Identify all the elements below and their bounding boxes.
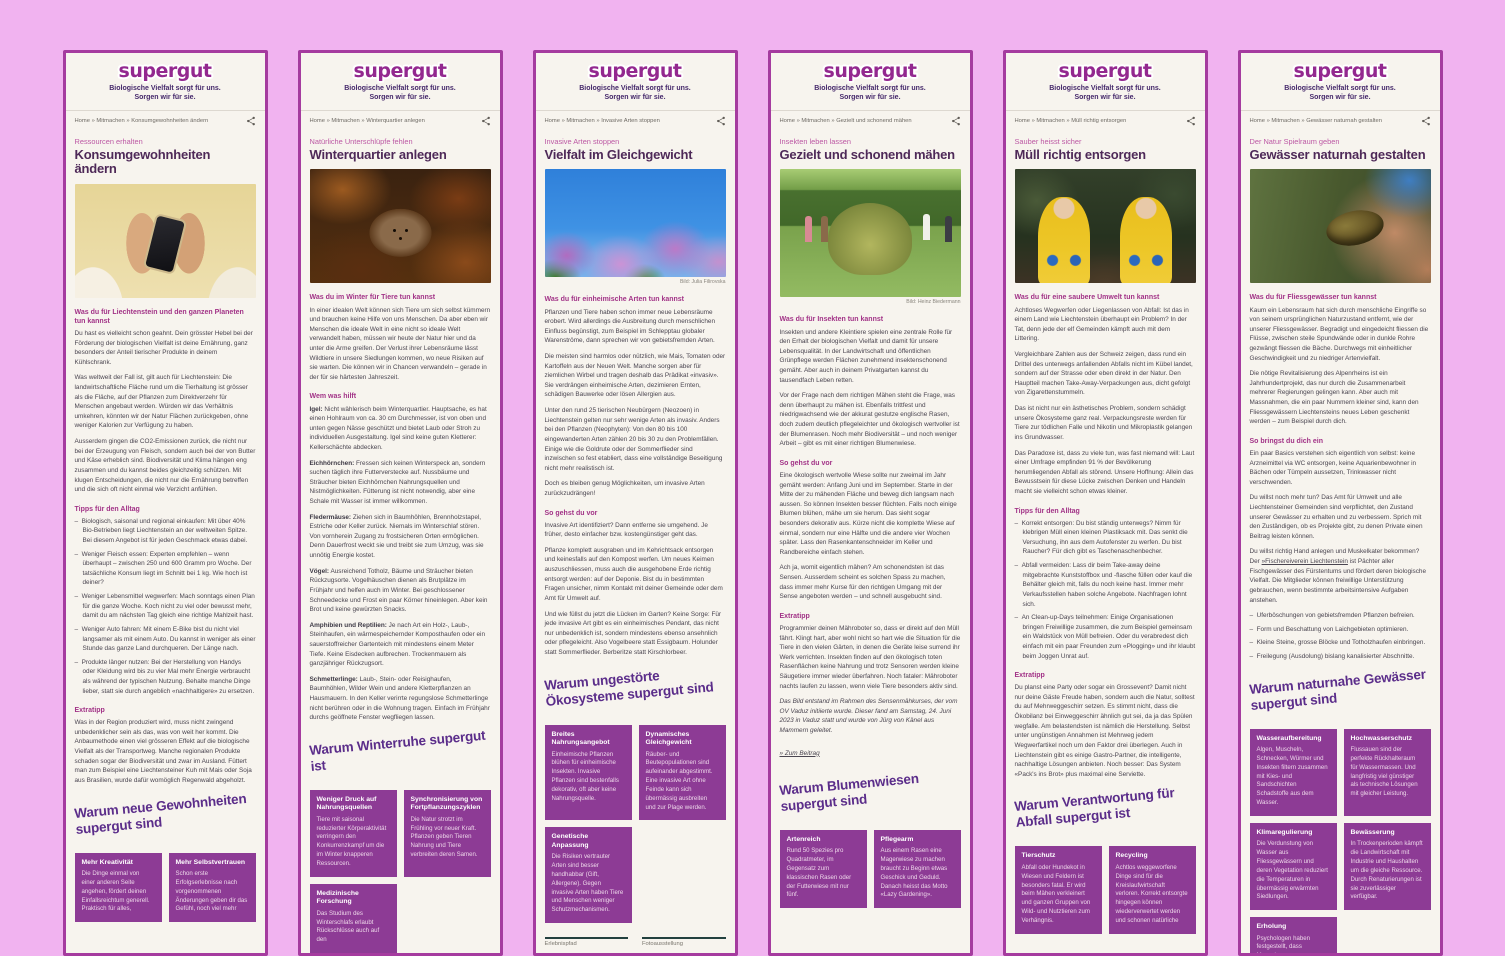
breadcrumb[interactable]: Home » Mitmachen » Invasive Arten stoppen xyxy=(544,118,660,125)
section-heading: Was du für Fliessgewässer tun kannst xyxy=(1249,294,1377,302)
benefit-box-title: Weniger Druck auf Nahrungsquellen xyxy=(316,795,377,812)
paragraph: Unter den rund 25 tierischen Neubürgern (Neozoen) in Liechtenstein gelten nur sehr wenige Arten als invasiv. Anders bei den Pflanzen (Neophyten): Von den 80 bis 100 eingewanderten Arten zählen 20 bis 30 zu den Problemfällen. Einige wie die Goldrute oder der Sommerflieder sind inzwischen so fest etabliert, dass eine vollständige Beseitigung nicht mehr realistisch ist. xyxy=(544,407,723,472)
benefit-box xyxy=(1250,729,1337,816)
inline-link[interactable]: »Fischereiverein Liechtenstein xyxy=(1261,558,1348,566)
benefit-box-text: Einheimische Pflanzen blühen für einheimische Insekten. Invasive Pflanzen sind bestenfalls dekorativ, oft aber keine Nahrungsquelle. xyxy=(551,750,619,802)
paragraph: Die nötige Revitalisierung des Alpenrheins ist ein Jahrhundertprojekt, das nur durch die Zusammenarbeit mehrerer Regierungen gelingen kann. Aber auch mit Massnahmen, die ein paar Nummern kleiner sind, kann den Fliessgewässern Liechtensteins neues Leben geschenkt werden – zum Beispiel durch dich. xyxy=(1249,370,1419,426)
paragraph-text: Ziehen sich in Baumhöhlen, Brennholzstapel, Estriche oder Keller zurück. Niemals im Winterschlaf stören. Von vornherein Zugang zu frostsicheren Orten ermöglichen. Denn Dauerfrost weckt sie und treibt sie zum Umzug, was sie unnötig Energie kostet. xyxy=(309,513,484,560)
paragraph: Was in der Region produziert wird, muss nicht zwingend unbedenklicher sein als das, was von weit her kommt. Die Anbaumethode einen viel grösseren Effekt auf die biologische Vielfalt als der Transportweg. Manche regionalen Produkte schaden sogar der Biodiversität und zwar im Ausland. Füttert man zum Beispiel eine Liechtensteiner Kuh mit Mais oder Soja aus Brasilien, wurde dafür womöglich Regenwald abgeholzt. xyxy=(74,719,252,784)
hero-image-scything-group-haystack xyxy=(780,169,961,297)
benefit-box-grid xyxy=(1015,846,1196,933)
benefit-box xyxy=(310,884,397,953)
paragraph: Und wie füllst du jetzt die Lücken im Garten? Keine Sorge: Für jede invasive Art gibt es ein einheimisches Pendant, das nicht nur unbedenklich ist, sondern mindestens ebenso ansehnlich oder pflegeleicht. Also Vogelbeere statt Essigbaum. Holunder statt Sommerflieder. Berberitze statt Kirschlorbeer. xyxy=(544,610,722,656)
category-label: Natürliche Unterschlüpfe fehlen xyxy=(309,137,413,147)
tip-list-item: – Weniger Lebensmittel wegwerfen: Mach sonntags einen Plan für die ganze Woche. Koch nicht zu viel oder bewusst mehr, damit du am nächsten Tag gleich eine richtige Mahlzeit hast. xyxy=(75,592,256,621)
paragraph: Ein paar Basics verstehen sich eigentlich von selbst: keine Arzneimittel via WC entsorgen, keine Aquarienbewohner in Bächen oder Tümpeln aussetzen, Trinkwasser nicht verschwenden. xyxy=(1249,449,1417,486)
benefit-box xyxy=(1250,823,1337,910)
section-heading: Was du für eine saubere Umwelt tun kannst xyxy=(1014,294,1160,302)
image-caption: Bild: Heinz Biedermann xyxy=(906,299,961,306)
section-heading: Was du für Liechtenstein und den ganzen Planeten tun kannst xyxy=(74,308,244,325)
hero-image-hedgehog-in-leaves xyxy=(310,169,491,283)
breadcrumb[interactable]: Home » Mitmachen » Winterquartier anlegen xyxy=(309,118,425,125)
site-tagline-line1: Biologische Vielfalt sorgt für uns. xyxy=(1284,85,1396,92)
tip-list-item: – Biologisch, saisonal und regional einkaufen: Mit über 40% Bio-Betrieben liegt Liechtenstein an der weltweiten Spitze. Bei diesem Angebot ist für jeden Geschmack etwas dabei. xyxy=(75,517,256,546)
paragraph-lead: Amphibien und Reptilien: xyxy=(309,621,387,629)
benefit-box xyxy=(545,725,632,821)
benefit-box-text: In Trockenperioden kämpft die Landwirtschaft mit Industrie und Haushalten um die gleiche Ressource. Durch Renaturierungen ist sie zuverlässiger verfügbar. xyxy=(1350,840,1423,901)
section-heading: Tipps für den Alltag xyxy=(1014,507,1080,515)
paragraph: Doch es bleiben genug Möglichkeiten, um invasive Arten zurückzudrängen! xyxy=(544,480,705,497)
benefit-box-title: Wasseraufbereitung xyxy=(1256,734,1322,742)
paragraph-text: Laub-, Stein- oder Reisighaufen, Baumhöhlen, Wilder Wein und andere Kletterpflanzen an Hausmauern. In den Keller verirrte regungslose Schmetterlinge nicht berühren oder in die Wohnung tragen. Einfach im Frühjahr durchs geöffnete Fenster wegfliegen lassen. xyxy=(309,675,490,722)
paragraph xyxy=(310,513,491,561)
related-link[interactable]: Erlebnispfad xyxy=(545,937,629,947)
site-logo[interactable]: supergut xyxy=(823,60,917,82)
paragraph: Vergleichbare Zahlen aus der Schweiz zeigen, dass rund ein Drittel des unterwegs anfallenden Abfalls nicht im Kübel landet, sondern auf der Strasse oder eben direkt in der Natur. Den Hauptteil machen Take-Away-Verpackungen aus, dicht gefolgt von Zigarettenstummeln. xyxy=(1014,351,1193,397)
benefit-box-text: Psychologen haben festgestellt, dass Menschen xyxy=(1256,934,1311,956)
benefit-box-text: Rund 50 Spezies pro Quadratmeter, im Gegensatz zum klassischen Rasen oder der Futterwiese mit nur fünf. xyxy=(786,847,852,899)
paragraph xyxy=(310,459,491,507)
paragraph xyxy=(1250,547,1431,605)
tip-list xyxy=(1250,611,1431,661)
why-supergut-heading: Warum Verantwortung für Abfall supergut ist xyxy=(1013,785,1175,830)
benefit-box-title: Pflegearm xyxy=(880,835,914,843)
breadcrumb-row xyxy=(536,111,735,130)
share-icon[interactable] xyxy=(716,116,726,126)
benefit-box xyxy=(1344,823,1431,910)
paragraph xyxy=(310,567,491,615)
site-tagline-line2: Sorgen wir für sie. xyxy=(1074,94,1136,102)
paragraph xyxy=(310,675,491,723)
section-heading: Was du für Insekten tun kannst xyxy=(779,316,884,324)
site-logo[interactable]: supergut xyxy=(588,60,682,82)
related-link[interactable]: Fotoausstellung xyxy=(642,937,726,947)
benefit-box-title: Recycling xyxy=(1115,852,1148,860)
paragraph-text: Ausreichend Totholz, Bäume und Sträucher bieten Rückzugsorte. Vogelhäuschen dienen als Brutplätze im Frühjahr und helfen auch im Winter. Bei geschlossener Schneedecke und Frost ein paar Körner hineinlegen. Aber kein Brot und keine gewürzten Snacks. xyxy=(309,567,488,614)
why-supergut-heading: Warum naturnahe Gewässer supergut sind xyxy=(1248,666,1426,713)
section-heading: So bringst du dich ein xyxy=(1249,437,1323,445)
site-tagline-line1: Biologische Vielfalt sorgt für uns. xyxy=(1049,85,1161,92)
hero-image-children-collecting-litter xyxy=(1015,169,1196,283)
benefit-box-title: Medizinische Forschung xyxy=(316,889,359,906)
section-heading: Extratipp xyxy=(1014,672,1045,680)
tip-list-item: – Weniger Fleisch essen: Experten empfehlen – wenn überhaupt – zwischen 250 und 600 Gramm pro Woche. Der tatsächliche Konsum liegt im Schnitt bei 1 kg. Wie hoch ist deiner? xyxy=(75,550,256,588)
section-heading: Tipps für den Alltag xyxy=(74,505,140,513)
share-icon[interactable] xyxy=(1421,116,1431,126)
page-title: Konsumgewohnheiten ändern xyxy=(74,147,211,177)
paragraph-text: Du willst richtig Hand anlegen und Muskelkater bekommen? Der xyxy=(1249,548,1420,566)
article-card xyxy=(63,50,268,956)
site-header xyxy=(66,62,265,102)
benefit-box-grid xyxy=(1250,729,1431,956)
benefit-box xyxy=(1344,729,1431,816)
benefit-box-grid xyxy=(780,830,961,908)
paragraph-lead: Schmetterlinge: xyxy=(309,675,358,683)
breadcrumb-row xyxy=(301,111,500,130)
paragraph: Das Paradoxe ist, dass zu viele tun, was fast niemand will: Laut einer Umfrage empfinden 91 % der Bevölkerung herumliegenden Abfall als störend. Unsere Hoffnung: Allein das Bewusstsein für diese Lücke zwischen Denken und Handeln macht sie vielleicht schon etwas kleiner. xyxy=(1014,449,1195,495)
benefit-box-title: Erholung xyxy=(1256,923,1287,931)
read-more-link[interactable]: » Zum Beitrag xyxy=(779,749,820,757)
why-supergut-heading: Warum ungestörte Ökosysteme supergut sind xyxy=(543,667,714,709)
paragraph: Du planst eine Party oder sogar ein Grossevent? Damit nicht nur deine Gäste Freude haben, sondern auch die Natur, solltest du auf Mehrweggeschirr setzen. Es stimmt nicht, dass die Ökobilanz bei Einweggeschirr ähnlich gut sei, da ja das Spülen wegfalle. Am belastendsten ist nämlich die Herstellung. Selbst unter ungünstigen Annahmen ist Mehrweg jedem Wegwerfartikel noch um den Faktor drei überlegen. Auch in Liechtenstein gibt es einige Gastro-Partner, die intelligente, nachhaltige Lösungen anbieten. Noch besser: Das System «Pack's ins Brot» plus maximal eine Serviette. xyxy=(1014,684,1195,778)
benefit-box-title: Dynamisches Gleichgewicht xyxy=(645,730,692,747)
section-heading: Wem was hilft xyxy=(309,393,357,401)
paragraph-text: ist Pächter aller Fischgewässer des Fürstentums und fördert deren biologische Vielfalt. Die Mitglieder können freiwillige Unterstützung gebrauchen, wenn bestimmte arbeitsintensive Aufgaben anstehen. xyxy=(1249,558,1427,604)
benefit-box-title: Mehr Kreativität xyxy=(81,858,133,866)
category-label: Der Natur Spielraum geben xyxy=(1249,137,1340,147)
site-logo[interactable]: supergut xyxy=(353,60,447,82)
paragraph xyxy=(310,621,491,669)
page-title: Gewässer naturnah gestalten xyxy=(1249,147,1426,163)
paragraph: Invasive Art identifiziert? Dann entferne sie umgehend. Je früher, desto einfacher bzw. kostengünstiger geht das. xyxy=(544,521,708,539)
breadcrumb[interactable]: Home » Mitmachen » Konsumgewohnheiten ändern xyxy=(74,118,209,125)
breadcrumb-row xyxy=(1241,111,1440,130)
site-tagline-line2: Sorgen wir für sie. xyxy=(369,94,431,102)
benefit-box-title: Genetische Anpassung xyxy=(551,833,589,849)
section-heading: Extratipp xyxy=(779,612,810,620)
breadcrumb[interactable]: Home » Mitmachen » Gezielt und schonend mähen xyxy=(779,118,912,125)
benefit-box-text: Die Risiken vertrauter Arten sind besser handhabbar (Gift, Allergene). Gegen invasive Arten haben Tiere und Menschen weniger Schutzmechanismen. xyxy=(551,853,624,914)
benefit-box-text: Die Verdunstung von Wasser aus Fliessgewässern und deren Vegetation reduziert die Temperaturen in übermässig erwärmten Siedlungen. xyxy=(1256,840,1328,901)
site-tagline-line1: Biologische Vielfalt sorgt für uns. xyxy=(814,85,926,92)
paragraph: Vor der Frage nach dem richtigen Mähen steht die Frage, was denn überhaupt zu mähen ist. Ebenfalls trittfest und niedrigwachsend wie der akkurat gestutze englische Rasen, doch zudem deutlich pflegeleichter und ökologisch wertvoller ist der Blumenrasen. Noch mehr Biodiversität – und noch weniger Arbeit – gibt es mit einer richtigen Blumenwiese. xyxy=(779,392,960,448)
page-title: Vielfalt im Gleichgewicht xyxy=(544,147,693,163)
article-card xyxy=(533,50,738,956)
article-card xyxy=(768,50,973,956)
paragraph-lead: Fledermäuse: xyxy=(309,513,352,521)
benefit-box xyxy=(780,830,867,908)
benefit-box xyxy=(75,853,162,923)
site-header xyxy=(1006,62,1205,102)
benefit-box-title: Breites Nahrungsangebot xyxy=(551,730,610,747)
benefit-box-grid xyxy=(75,853,256,923)
why-supergut-heading: Warum neue Gewohnheiten supergut sind xyxy=(73,790,247,836)
paragraph: Eine ökologisch wertvolle Wiese sollte nur zweimal im Jahr gemäht werden: Anfang Juni und im September. Starte in der Mitte der zu mähenden Fläche und beweg dich langsam nach aussen. So können Insekten besser flüchten. Falls noch einige Blumen blühen, mähe um sie herum. Das sieht sogar besonders dekorativ aus. Kürze nicht die komplette Wiese auf einmal, sondern nur eine Hälfte und die andere vier Wochen später. Lass den Rasenkantenschneider im Keller und Randbereiche einfach stehen. xyxy=(779,471,957,556)
section-heading: So gehst du vor xyxy=(779,459,833,467)
section-heading: Extratipp xyxy=(74,707,105,715)
tip-list-item: – Weniger Auto fahren: Mit einem E-Bike bist du nicht viel langsamer als mit einem Auto. Du kannst in weniger als einer Stunde das ganze Land durchqueren. Der Länge nach. xyxy=(75,625,256,654)
paragraph-text: Nicht wählerisch beim Winterquartier. Hauptsache, es hat einen Hohlraum von ca. 30 cm Durchmesser, ist von oben und unten gegen Nässe geschützt und bietet Laub oder Stroh zu individuellen Ausgestaltung. Igel sind keine guten Kletterer: Kellerschächte abdecken. xyxy=(309,405,487,451)
benefit-box-grid xyxy=(310,790,491,953)
article-card xyxy=(1238,50,1443,956)
image-caption: Bild: Julia Filirovska xyxy=(679,279,726,286)
share-icon[interactable] xyxy=(246,116,256,126)
article-card xyxy=(1003,50,1208,956)
site-tagline-line1: Biologische Vielfalt sorgt für uns. xyxy=(109,85,221,92)
tip-list-item: – Produkte länger nutzen: Bei der Herstellung von Handys oder Kleidung wird bis zu vier Mal mehr Energie verbraucht als während der typischen Nutzung. Behalte manche Dinge lieber, statt sie durch angeblich «nachhaltigere» zu ersetzen. xyxy=(75,658,256,696)
benefit-box-text: Die Natur strotzt im Frühling vor neuer Kraft. Pflanzen geben Tieren Nahrung und Tiere verbreiten deren Samen. xyxy=(410,815,478,859)
benefit-box-grid xyxy=(545,725,726,924)
paragraph: Pflanze komplett ausgraben und im Kehrichtsack entsorgen und keinesfalls auf den Kompost werfen. Um neues Keimen auszuschliessen, muss auch die ausgehobene Erde richtig entsorgt werden: auf der Deponie. Bist du in bestimmten Fragen unsicher, nimm Kontakt mit deiner Gemeinde oder dem Amt für Umwelt auf. xyxy=(544,546,723,602)
benefit-box xyxy=(404,790,491,877)
paragraph-text: Je nach Art ein Holz-, Laub-, Steinhaufen, ein wärmespeichernder Komposthaufen oder ein sauerstoffreicher Gartenteich mit mindestens einem Meter Tiefe. Keine Eisdecken aufbrechen. Trockenmauern als ganzjähriger Rückzugsort. xyxy=(309,621,485,668)
page-title: Müll richtig entsorgen xyxy=(1014,147,1146,163)
tip-list-item: – Korrekt entsorgen: Du bist ständig unterwegs? Nimm für klebrigen Müll einen kleinen Plastiksack mit. Das senkt die Versuchung, ihn aus dem Autofenster zu werfen. Du bist Raucher? Für dich gibt es Taschenaschenbecher. xyxy=(1015,519,1196,557)
benefit-box-text: Schon erste Erfolgserlebnisse nach vorgenommenen Änderungen geben dir das Gefühl, noch viel mehr xyxy=(175,870,248,913)
category-label: Insekten leben lassen xyxy=(779,137,851,147)
related-links-row xyxy=(545,937,726,947)
benefit-box xyxy=(639,725,726,821)
benefit-box-title: Tierschutz xyxy=(1021,852,1056,860)
benefit-box-title: Mehr Selbstvertrauen xyxy=(175,858,246,866)
paragraph-lead: Vögel: xyxy=(309,567,330,575)
hero-image-hand-holding-mussel xyxy=(1250,169,1431,283)
why-supergut-heading: Warum Blumenwiesen supergut sind xyxy=(778,770,919,814)
benefit-box-title: Synchronisierung von Fortpflanzungszyklen xyxy=(410,795,483,812)
benefit-box xyxy=(1015,846,1102,933)
paragraph: Du hast es vielleicht schon geahnt. Dein grösster Hebel bei der Förderung der biologischen Vielfalt ist deine Ernährung, ganz besonders der Anteil tierischer Produkte in deinem Kühlschrank. xyxy=(74,329,253,366)
paragraph: In einer idealen Welt können sich Tiere um sich selbst kümmern und brauchen keine Hilfe von uns Menschen. Da aber eben wir Menschen die ideale Welt in eine nicht so ideale Welt verwandelt haben, müssen wir heute der Natur hier und da unter die Arme greifen. Der Verlust ihrer Lebensräume lässt Wildtiere in unsere Siedlungen kommen, wo neue Risiken auf sie warten. Die können wir in Chancen verwandeln – gerade in der für sie härtesten Jahreszeit. xyxy=(309,306,491,381)
hero-image-hands-smartphone xyxy=(75,184,256,298)
tip-list-item: – Uferböschungen von gebietsfremden Pflanzen befreien. xyxy=(1250,611,1431,621)
tip-list xyxy=(75,517,256,696)
paragraph: Pflanzen und Tiere haben schon immer neue Lebensräume erobert. Wird allerdings die Ausbreitung durch menschlichen Einfluss begünstigt, zum Beispiel im Schlepptau globaler Warenströme, dann sprechen wir von gebietsfremden Arten. xyxy=(544,308,716,345)
paragraph xyxy=(310,405,491,453)
breadcrumb[interactable]: Home » Mitmachen » Gewässer naturnah gestalten xyxy=(1249,118,1382,125)
benefit-box-title: Hochwasserschutz xyxy=(1350,734,1413,742)
benefit-box-title: Bewässerung xyxy=(1350,828,1395,836)
paragraph: Die meisten sind harmlos oder nützlich, wie Mais, Tomaten oder Kartoffeln aus der Neuen Welt. Manche sorgen aber für ziemlichen Wirbel und tragen deshalb das Prädikat «invasiv». Sie verdrängen einheimische Arten, dezimieren Ernten, schädigen Bauwerke oder lösen Allergien aus. xyxy=(544,353,726,399)
tip-list xyxy=(1015,519,1196,662)
paragraph: Ausserdem gingen die CO2-Emissionen zurück, die nicht nur bei der Erzeugung von Fleisch, sondern auch bei der von Butter und Käse erheblich sind. Biodiversität und Klima hängen eng zusammen und du kannst beides gleichzeitig schützen. Mit klugen Entscheidungen, die nicht nur die Ernährung betreffen und die sich oft nicht einmal wie Verzicht anfühlen. xyxy=(74,438,256,494)
site-tagline-line2: Sorgen wir für sie. xyxy=(839,94,901,102)
benefit-box-text: Flussauen sind der perfekte Rückhalteraum für Wassermassen. Und langfristig viel günstiger als technische Lösungen mit gleicher Leistung. xyxy=(1350,746,1418,798)
page-title: Winterquartier anlegen xyxy=(309,147,447,163)
site-header xyxy=(1241,62,1440,102)
benefit-box-text: Abfall oder Hundekot in Wiesen und Feldern ist besonders fatal. Er wird beim Mähen verkleinert und ganzen Gruppen von Wild- und Nutztieren zum Verhängnis. xyxy=(1021,863,1091,924)
paragraph: Das ist nicht nur ein ästhetisches Problem, sondern schädigt unsere Ökosysteme ganz real. Verpackungsreste werden für Tiere zur tödlichen Falle und Nikotin und Mikroplastik gelangen ins Grundwasser. xyxy=(1014,405,1193,441)
section-heading: Was du im Winter für Tiere tun kannst xyxy=(309,294,436,302)
site-tagline-line1: Biologische Vielfalt sorgt für uns. xyxy=(579,85,691,92)
paragraph-text: Fressen sich keinen Winterspeck an, sondern suchen täglich ihre Futterverstecke auf. Nussbäume und Sträucher bieten Eichhörnchen Nahrungsquellen und Nistmöglichkeiten. Fütterung ist nicht notwendig, aber eine Schale mit Wasser ist immer willkommen. xyxy=(309,459,486,506)
benefit-box-text: Die Dinge einmal von einer anderen Seite angehen, fördert deinen Einfallsreichtum generell. Praktisch für alles, xyxy=(81,870,150,913)
site-header xyxy=(301,62,500,102)
site-header xyxy=(771,62,970,102)
benefit-box-text: Achtlos weggeworfene Dinge sind für die Kreislaufwirtschaft verloren. Korrekt entsorgte hingegen können wiederverwertet werden und schonen natürliche xyxy=(1115,863,1188,924)
breadcrumb-row xyxy=(66,111,265,130)
benefit-box xyxy=(310,790,397,877)
breadcrumb[interactable]: Home » Mitmachen » Müll richtig entsorgen xyxy=(1014,118,1127,125)
benefit-box xyxy=(1250,917,1337,956)
site-logo[interactable]: supergut xyxy=(1293,60,1387,82)
benefit-box-title: Klimaregulierung xyxy=(1256,828,1313,836)
site-logo[interactable]: supergut xyxy=(1058,60,1152,82)
photo-note-paragraph: Das Bild entstand im Rahmen des Sensenmähkurses, der vom OV Vaduz initiierte wurde. Dieser fand am Samstag, 24. Juni 2023 in Vaduz statt und wurde von Jürg von Känel aus Mammern geleitet. xyxy=(779,698,958,735)
tip-list-item: – Form und Beschattung von Laichgebieten optimieren. xyxy=(1250,625,1431,635)
benefit-box xyxy=(1109,846,1196,933)
category-label: Sauber heisst sicher xyxy=(1014,137,1082,147)
share-icon[interactable] xyxy=(951,116,961,126)
paragraph: Programmier deinen Mähroboter so, dass er direkt auf den Müll fährt. Klingt hart, aber wohl nicht so hart wie die Situation für die Tiere in den vielen Gärten, in denen die Geräte leise surrend ihr Werk verrichten. Insekten finden auf den ökologisch toten Rasenflächen keine Nahrung und trotz Sensoren werden kleine Säugetiere immer wieder überfahren. Noch fataler: Mähroboter nachts laufen zu lassen, wenn viele Tiere besonders aktiv sind. xyxy=(779,625,961,690)
paragraph: Ach ja, womit eigentlich mähen? Am schonendsten ist das Sensen. Ausserdem scheint es solchen Spass zu machen, dass immer mehr Kurse für den richtigen Umgang mit der Sense angeboten werden – und schnell ausgebucht sind. xyxy=(779,564,946,601)
paragraph-lead: Igel: xyxy=(309,405,323,413)
why-supergut-heading: Warum Winterruhe supergut ist xyxy=(308,727,486,774)
tip-list-item: – Kleine Steine, grosse Blöcke und Totholzhaufen einbringen. xyxy=(1250,638,1431,648)
hero-image-lilac-blossoms xyxy=(545,169,726,277)
benefit-box-title: Artenreich xyxy=(786,835,821,843)
site-logo[interactable]: supergut xyxy=(118,60,212,82)
section-heading: Was du für einheimische Arten tun kannst xyxy=(544,296,685,304)
benefit-box xyxy=(169,853,256,923)
breadcrumb-row xyxy=(1006,111,1205,130)
share-icon[interactable] xyxy=(1186,116,1196,126)
breadcrumb-row xyxy=(771,111,970,130)
paragraph: Insekten und andere Kleintiere spielen eine zentrale Rolle für den Erhalt der biologischen Vielfalt und damit für unsere Lebensqualität. In der Landwirtschaft und öffentlichen Grünpflege werden Flächen zunehmend insektenschonend gemäht. Aber auch in deinem Privatgarten kannst du tausendfach Leben retten. xyxy=(779,328,953,384)
site-tagline-line2: Sorgen wir für sie. xyxy=(1309,94,1371,102)
benefit-box xyxy=(545,827,632,923)
benefit-box-text: Tiere mit saisonal reduzierter Körperaktivität verringern den Konkurrenzkampf um die im Winter knapperen Ressourcen. xyxy=(316,815,387,867)
site-tagline-line2: Sorgen wir für sie. xyxy=(604,94,666,102)
tip-list-item: – Abfall vermeiden: Lass dir beim Take-away deine mitgebrachte Kunststoffbox und -flasche füllen oder kauf die Behälter gleich mit, falls du noch keine hast. Immer mehr Verkaufsstellen haben solche Angebote. Nachfragen lohnt sich. xyxy=(1015,561,1196,609)
site-tagline-line2: Sorgen wir für sie. xyxy=(134,94,196,102)
paragraph: Du willst noch mehr tun? Das Amt für Umwelt und alle Liechtensteiner Gemeinden sind verpflichtet, den Zustand unserer Gewässer zu erhalten und zu verbessern. Sprich mit den Zuständigen, ob es Projekte gibt, zu denen Private einen Beitrag leisten können. xyxy=(1249,494,1423,540)
benefit-box-text: Algen, Muscheln, Schnecken, Würmer und Insekten filtern zusammen mit Kies- und Sandschichten Schadstoffe aus dem Wasser. xyxy=(1256,746,1328,807)
category-label: Ressourcen erhalten xyxy=(74,137,143,147)
tip-list-item: – Freilegung (Ausdolung) bislang kanalisierter Abschnitte. xyxy=(1250,652,1431,662)
benefit-box xyxy=(874,830,961,908)
benefit-box-text: Räuber- und Beutepopulationen sind aufeinander abgestimmt. Eine invasive Art ohne Feinde kann sich übermässig ausbreiten und zur Plage werden. xyxy=(645,750,713,811)
tip-list-item: – An Clean-up-Days teilnehmen: Einige Organisationen bringen Freiwillige zusammen, die zum Beispiel gemeinsam ein Waldstück von Müll befreien. Oder du verabredest dich einfach mit ein paar Freunden zum «Plogging» und ihr klaubt beim Joggen Unrat auf. xyxy=(1015,613,1196,661)
paragraph: Was weltweit der Fall ist, gilt auch für Liechtenstein: Die landwirtschaftliche Fläche rund um die Tierhaltung ist grösser als die Fläche, auf der Pflanzen zum Direktverzehr für Menschen angebaut werden. Würden wir das Verhältnis umkehren, könnten wir der Natur Flächen zurückgeben, ohne weniger Kalorien zur Verfügung zu haben. xyxy=(74,374,249,430)
benefit-box-text: Das Studium des Winterschlafs erlaubt Rückschlüsse auch auf den xyxy=(316,909,380,944)
category-label: Invasive Arten stoppen xyxy=(544,137,620,147)
paragraph: Achtloses Wegwerfen oder Liegenlassen von Abfall: Ist das in einem Land wie Liechtenstein überhaupt ein Problem? In der Tat, denn jede der elf Gemeinden kämpft auch mit dem Littering. xyxy=(1014,306,1189,343)
share-icon[interactable] xyxy=(481,116,491,126)
paragraph-lead: Eichhörnchen: xyxy=(309,459,355,467)
article-card xyxy=(298,50,503,956)
page-title: Gezielt und schonend mähen xyxy=(779,147,955,163)
paragraph: Kaum ein Lebensraum hat sich durch menschliche Eingriffe so von seinem ursprünglichen Naturzustand entfernt, wie der unserer Fliessgewässer. Begradigt und eingedeicht fliessen die Flüsse, zwischen steile Spundwände oder in dunkle Rohre gezwängt fliessen die Bäche. Durchwegs mit einheitlicher Geschwindigkeit und zu niedriger Artenvielfalt. xyxy=(1249,306,1429,362)
section-heading: So gehst du vor xyxy=(544,509,598,517)
site-header xyxy=(536,62,735,102)
site-tagline-line1: Biologische Vielfalt sorgt für uns. xyxy=(344,85,456,92)
benefit-box-text: Aus einem Rasen eine Magerwiese zu machen braucht zu Beginn etwas Geschick und Geduld. Danach heisst das Motto «Lazy Gardening». xyxy=(880,847,948,899)
